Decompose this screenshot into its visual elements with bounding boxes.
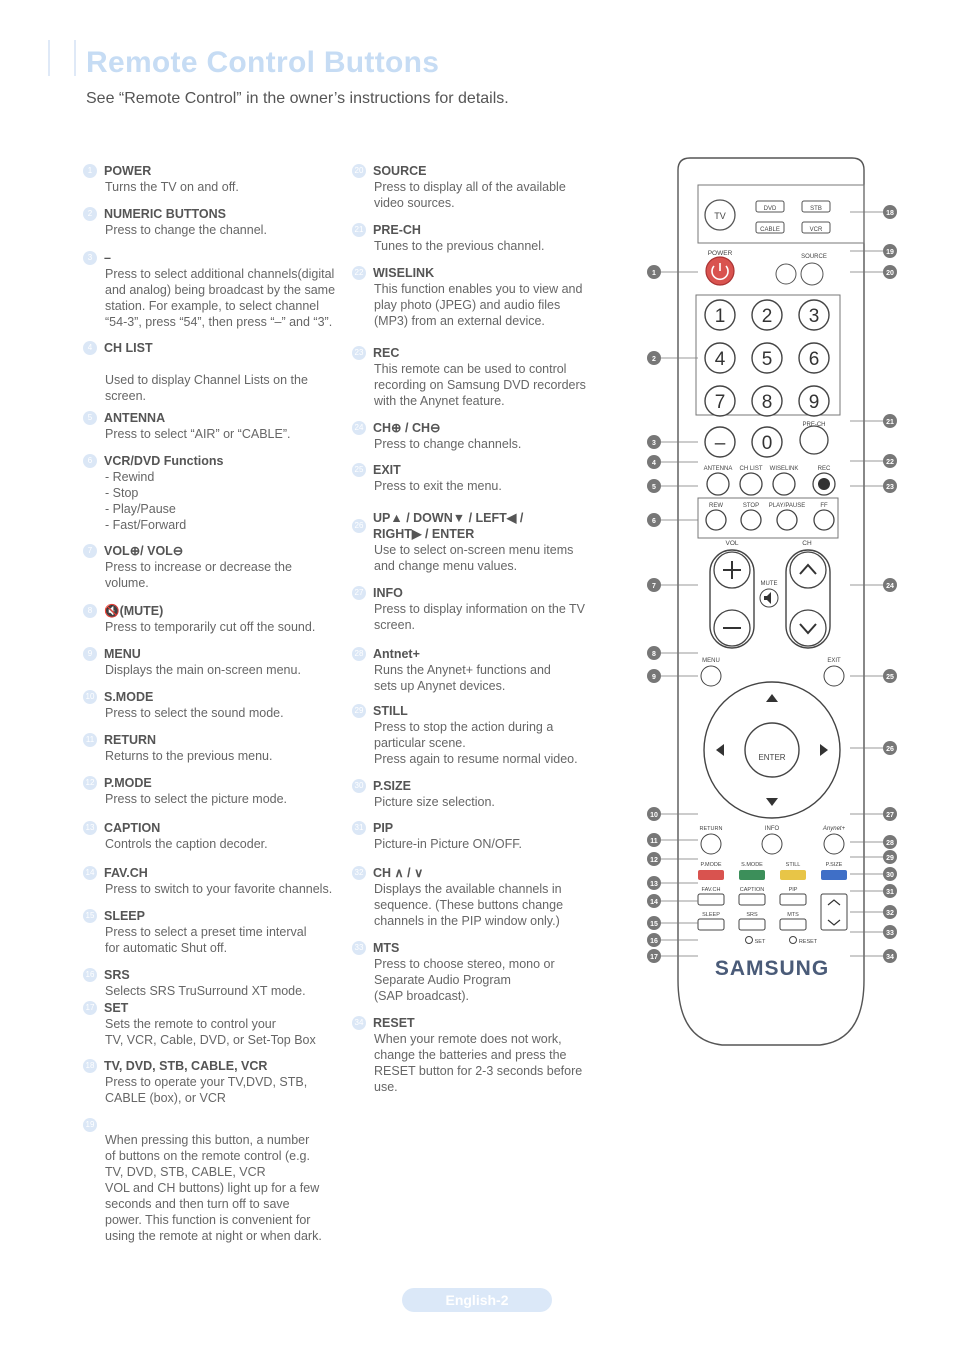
function-label: CH LIST bbox=[739, 466, 763, 472]
item-description: Selects SRS TruSurround XT mode. bbox=[105, 984, 306, 998]
callout-number: 6 bbox=[652, 518, 656, 525]
item-description: When your remote does not work, change the batteries and press the RESET button for 2-3 seconds before use. bbox=[374, 1032, 583, 1094]
exit-button bbox=[824, 666, 844, 686]
function-label: WISELINK bbox=[769, 466, 799, 472]
small-label: SRS bbox=[746, 912, 758, 918]
item-label: P.SIZE bbox=[373, 779, 411, 793]
item-description: Picture size selection. bbox=[374, 795, 495, 809]
item-number-badge: 20 bbox=[352, 164, 366, 178]
item-label: MENU bbox=[104, 647, 141, 661]
button-description-item bbox=[85, 732, 355, 764]
button-description-item bbox=[354, 510, 624, 574]
item-label: MTS bbox=[373, 941, 400, 955]
item-description: Picture-in Picture ON/OFF. bbox=[374, 837, 522, 851]
item-heading bbox=[87, 453, 355, 469]
button-description-item bbox=[85, 1000, 355, 1048]
item-number-badge: 34 bbox=[352, 1016, 366, 1030]
button-description-item bbox=[87, 646, 355, 678]
button-description-item bbox=[354, 778, 624, 810]
callout-number: 14 bbox=[650, 899, 658, 906]
item-heading bbox=[354, 265, 624, 281]
vol-label: VOL bbox=[725, 540, 739, 547]
button-description-item bbox=[87, 453, 355, 533]
item-heading bbox=[87, 340, 355, 356]
color-button bbox=[821, 870, 847, 880]
digit-label: 9 bbox=[808, 392, 820, 413]
item-description: Press to select a preset time interval for automatic Shut off. bbox=[105, 925, 307, 955]
digit-label: 0 bbox=[761, 433, 773, 454]
button-description-item bbox=[354, 585, 624, 633]
item-description: This function enables you to view and play photo (JPEG) and audio files (MP3) from an external device. bbox=[374, 282, 583, 328]
power-label: POWER bbox=[707, 250, 733, 257]
item-number-badge: 23 bbox=[352, 346, 366, 360]
item-heading bbox=[354, 820, 624, 836]
item-heading bbox=[85, 908, 355, 924]
mode-label: CABLE bbox=[760, 227, 780, 233]
small-button bbox=[780, 919, 806, 930]
callout-number: 3 bbox=[652, 440, 656, 447]
menu-button bbox=[701, 666, 721, 686]
item-label: UP▲ / DOWN▼ / LEFT◀ / RIGHT▶ / ENTER bbox=[373, 511, 524, 541]
item-description: Press to select additional channels(digital and analog) being broadcast by the same station. For example, to select channel “54-3”, press “54”, then press “–” and “3”. bbox=[105, 267, 336, 329]
button-description-item bbox=[354, 222, 624, 254]
item-number-badge: 10 bbox=[83, 690, 97, 704]
button-description-item bbox=[354, 420, 624, 452]
remote-control-diagram bbox=[640, 150, 910, 1060]
callout-number: 30 bbox=[886, 872, 894, 879]
item-heading bbox=[354, 462, 624, 478]
small-label: CAPTION bbox=[739, 887, 765, 893]
item-label: SOURCE bbox=[373, 164, 427, 178]
callout-number: 11 bbox=[650, 838, 658, 845]
item-heading bbox=[354, 163, 624, 179]
item-label: CH ∧ / ∨ bbox=[373, 866, 424, 880]
anynet-label: Anynet+ bbox=[822, 826, 846, 832]
callout-number: 13 bbox=[650, 881, 658, 888]
item-heading bbox=[354, 585, 624, 601]
item-label: WISELINK bbox=[373, 266, 435, 280]
item-number-badge: 32 bbox=[352, 866, 366, 880]
item-description: Returns to the previous menu. bbox=[105, 749, 273, 763]
callout-number: 8 bbox=[652, 651, 656, 658]
function-label: ANTENNA bbox=[703, 466, 733, 472]
item-label: PRE-CH bbox=[373, 223, 421, 237]
item-number-badge: 33 bbox=[352, 941, 366, 955]
exit-label: EXIT bbox=[827, 658, 841, 664]
item-heading bbox=[85, 775, 355, 791]
reset-button bbox=[790, 937, 797, 944]
item-description: Controls the caption decoder. bbox=[105, 837, 268, 851]
item-label: CAPTION bbox=[104, 821, 161, 835]
item-heading bbox=[354, 222, 624, 238]
item-description: Press to exit the menu. bbox=[374, 479, 502, 493]
button-description-item bbox=[354, 163, 624, 211]
set-button bbox=[746, 937, 753, 944]
source-button bbox=[801, 263, 823, 285]
callout-number: 1 bbox=[652, 270, 656, 277]
item-number-badge: 18 bbox=[83, 1059, 97, 1073]
digit-label: 1 bbox=[714, 306, 726, 327]
item-description: Press to display information on the TV screen. bbox=[374, 602, 585, 632]
item-number-badge: 13 bbox=[83, 821, 97, 835]
item-number-badge: 25 bbox=[352, 463, 366, 477]
transport-button bbox=[814, 510, 834, 530]
item-label: TV, DVD, STB, CABLE, VCR bbox=[104, 1059, 268, 1073]
callout-number: 23 bbox=[886, 484, 894, 491]
transport-button bbox=[706, 510, 726, 530]
item-number-badge: 21 bbox=[352, 223, 366, 237]
callout-number: 2 bbox=[652, 356, 656, 363]
item-description: Press to display all of the available video sources. bbox=[374, 180, 566, 210]
item-label: EXIT bbox=[373, 463, 401, 477]
small-button bbox=[739, 894, 765, 905]
button-description-item bbox=[354, 265, 624, 329]
item-label: NUMERIC BUTTONS bbox=[104, 207, 226, 221]
digit-label: 2 bbox=[761, 306, 773, 327]
reset-label: RESET bbox=[798, 939, 818, 945]
button-description-item bbox=[354, 820, 624, 852]
item-heading bbox=[85, 967, 355, 983]
item-label: POWER bbox=[104, 164, 152, 178]
color-button bbox=[739, 870, 765, 880]
info-button bbox=[762, 834, 782, 854]
item-heading bbox=[354, 646, 624, 662]
item-heading bbox=[87, 543, 355, 559]
item-description: Displays the available channels in sequence. (These buttons change channels in the PIP window only.) bbox=[374, 882, 564, 928]
return-label: RETURN bbox=[699, 826, 723, 832]
callout-number: 31 bbox=[886, 889, 894, 896]
light-button bbox=[776, 264, 796, 284]
item-description: This remote can be used to control recording on Samsung DVD recorders with the Anynet feature. bbox=[374, 362, 586, 408]
callout-number: 4 bbox=[652, 460, 656, 467]
small-label: SLEEP bbox=[702, 912, 720, 918]
item-heading bbox=[87, 646, 355, 662]
return-button bbox=[701, 834, 721, 854]
button-description-item bbox=[87, 340, 355, 404]
item-label: RESET bbox=[373, 1016, 415, 1030]
item-description: Press to change channels. bbox=[374, 437, 522, 451]
item-number-badge: 27 bbox=[352, 586, 366, 600]
item-heading bbox=[354, 420, 624, 436]
set-label: SET bbox=[754, 939, 766, 945]
item-label: SLEEP bbox=[104, 909, 145, 923]
ch-label: CH bbox=[802, 540, 812, 547]
item-number-badge: 24 bbox=[352, 421, 366, 435]
item-number-badge: 3 bbox=[83, 251, 97, 265]
small-button bbox=[698, 894, 724, 905]
item-heading bbox=[354, 778, 624, 794]
button-description-item bbox=[85, 1118, 355, 1244]
pre-ch-button bbox=[800, 426, 828, 454]
button-description-item bbox=[354, 646, 624, 694]
button-description-item bbox=[85, 689, 355, 721]
digit-label: 8 bbox=[761, 392, 773, 413]
item-heading bbox=[87, 206, 355, 222]
item-description: Tunes to the previous channel. bbox=[374, 239, 545, 253]
item-description: Press to choose stereo, mono or Separate Audio Program (SAP broadcast). bbox=[374, 957, 555, 1003]
callout-number: 15 bbox=[650, 921, 658, 928]
item-heading bbox=[87, 250, 355, 266]
transport-button bbox=[741, 510, 761, 530]
item-number-badge: 1 bbox=[83, 164, 97, 178]
item-label: VCR/DVD Functions bbox=[104, 454, 224, 468]
item-number-badge: 11 bbox=[83, 733, 97, 747]
item-number-badge: 16 bbox=[83, 968, 97, 982]
item-label: Antnet+ bbox=[373, 647, 420, 661]
callout-number: 7 bbox=[652, 583, 656, 590]
item-label: P.MODE bbox=[104, 776, 152, 790]
item-description: Press to switch to your favorite channels. bbox=[105, 882, 333, 896]
callout-number: 33 bbox=[886, 930, 894, 937]
item-heading bbox=[85, 820, 355, 836]
item-heading bbox=[87, 603, 355, 619]
item-label: – bbox=[104, 251, 111, 265]
button-description-item bbox=[85, 967, 355, 999]
page-number: English-2 bbox=[402, 1288, 552, 1312]
function-button bbox=[707, 473, 729, 495]
item-number-badge: 19 bbox=[83, 1118, 97, 1132]
item-number-badge: 28 bbox=[352, 647, 366, 661]
item-number-badge: 4 bbox=[83, 341, 97, 355]
small-label: MTS bbox=[787, 912, 799, 918]
item-description: Use to select on-screen menu items and change menu values. bbox=[374, 543, 574, 573]
callout-number: 24 bbox=[886, 583, 894, 590]
enter-label: ENTER bbox=[758, 753, 786, 762]
function-button bbox=[740, 473, 762, 495]
item-heading bbox=[354, 510, 624, 542]
transport-label: STOP bbox=[742, 503, 760, 509]
button-description-item bbox=[354, 462, 624, 494]
callout-number: 20 bbox=[886, 270, 894, 277]
function-button bbox=[773, 473, 795, 495]
color-label: S.MODE bbox=[741, 862, 763, 868]
color-label: P.MODE bbox=[700, 862, 722, 868]
button-description-item bbox=[354, 865, 624, 929]
menu-label: MENU bbox=[702, 658, 720, 664]
item-number-badge: 15 bbox=[83, 909, 97, 923]
callout-number: 17 bbox=[650, 954, 658, 961]
digit-label: 3 bbox=[808, 306, 820, 327]
item-heading bbox=[85, 1058, 355, 1074]
callout-number: 12 bbox=[650, 857, 658, 864]
item-heading bbox=[354, 345, 624, 361]
button-description-item bbox=[87, 163, 355, 195]
button-description-item bbox=[85, 908, 355, 956]
ch-down-button bbox=[790, 610, 826, 646]
button-description-item bbox=[87, 206, 355, 238]
color-button bbox=[780, 870, 806, 880]
item-label: VOL⊕/ VOL⊖ bbox=[104, 544, 184, 558]
callout-number: 16 bbox=[650, 938, 658, 945]
callout-number: 18 bbox=[886, 210, 894, 217]
item-label: REC bbox=[373, 346, 400, 360]
rec-dot bbox=[818, 478, 830, 490]
item-heading bbox=[85, 1118, 355, 1132]
anynet-button bbox=[824, 834, 844, 854]
color-button bbox=[698, 870, 724, 880]
item-description: Press to select “AIR” or “CABLE”. bbox=[105, 427, 291, 441]
mode-label: DVD bbox=[763, 206, 777, 212]
callout-number: 10 bbox=[650, 812, 658, 819]
item-number-badge: 7 bbox=[83, 544, 97, 558]
item-number-badge: 12 bbox=[83, 776, 97, 790]
callout-number: 21 bbox=[886, 419, 894, 426]
button-description-item bbox=[354, 703, 624, 767]
item-label: ANTENNA bbox=[104, 411, 166, 425]
digit-label: 6 bbox=[808, 349, 820, 370]
item-number-badge: 17 bbox=[83, 1001, 97, 1015]
item-description: Runs the Anynet+ functions and sets up Anynet devices. bbox=[374, 663, 551, 693]
transport-label: PLAY/PAUSE bbox=[768, 503, 806, 509]
small-label: PIP bbox=[788, 887, 798, 893]
small-button bbox=[780, 894, 806, 905]
mute-label: MUTE bbox=[760, 581, 778, 587]
digit-label: 5 bbox=[761, 349, 773, 370]
item-heading bbox=[85, 1000, 355, 1016]
button-description-item bbox=[85, 775, 355, 807]
item-label: CH LIST bbox=[104, 341, 153, 355]
item-description: Press to change the channel. bbox=[105, 223, 267, 237]
item-heading bbox=[354, 703, 624, 719]
item-description: Sets the remote to control your TV, VCR, Cable, DVD, or Set-Top Box bbox=[105, 1017, 316, 1047]
item-heading bbox=[354, 1015, 624, 1031]
item-number-badge: 30 bbox=[352, 779, 366, 793]
button-description-item bbox=[85, 820, 355, 852]
item-description: - Rewind - Stop - Play/Pause - Fast/Forward bbox=[105, 470, 187, 532]
item-label: 🔇(MUTE) bbox=[104, 604, 164, 618]
item-label: INFO bbox=[373, 586, 403, 600]
item-description: Turns the TV on and off. bbox=[105, 180, 239, 194]
callout-number: 28 bbox=[886, 840, 894, 847]
item-description: Press to increase or decrease the volume. bbox=[105, 560, 292, 590]
tv-label: TV bbox=[714, 211, 726, 221]
button-description-item bbox=[354, 940, 624, 1004]
item-description: Used to display Channel Lists on the screen. bbox=[105, 373, 308, 403]
item-description: Press to stop the action during a particular scene. Press again to resume normal video. bbox=[374, 720, 578, 766]
transport-button bbox=[777, 510, 797, 530]
button-description-item bbox=[85, 865, 355, 897]
ch-up-button bbox=[790, 552, 826, 588]
item-label: FAV.CH bbox=[104, 866, 148, 880]
callout-number: 5 bbox=[652, 484, 656, 491]
callout-number: 19 bbox=[886, 249, 894, 256]
callout-number: 22 bbox=[886, 459, 894, 466]
callout-number: 26 bbox=[886, 746, 894, 753]
page-title: Remote Control Buttons bbox=[86, 46, 440, 79]
item-description: Press to select the picture mode. bbox=[105, 792, 288, 806]
button-description-item bbox=[354, 1015, 624, 1095]
item-number-badge: 26 bbox=[352, 519, 366, 533]
source-label: SOURCE bbox=[801, 254, 827, 260]
item-description: Displays the main on-screen menu. bbox=[105, 663, 301, 677]
mode-label: VCR bbox=[809, 227, 823, 233]
pre-ch-label: PRE-CH bbox=[802, 422, 826, 428]
callout-number: 25 bbox=[886, 674, 894, 681]
digit-label: – bbox=[714, 433, 726, 454]
item-heading bbox=[85, 865, 355, 881]
mode-label: STB bbox=[810, 206, 822, 212]
small-button bbox=[698, 919, 724, 930]
item-label: RETURN bbox=[104, 733, 157, 747]
item-number-badge: 29 bbox=[352, 704, 366, 718]
button-description-item bbox=[87, 410, 355, 442]
button-description-item bbox=[85, 1058, 355, 1106]
item-heading bbox=[85, 732, 355, 748]
button-description-item bbox=[87, 250, 355, 330]
item-number-badge: 22 bbox=[352, 266, 366, 280]
callout-number: 29 bbox=[886, 855, 894, 862]
page-subtitle: See “Remote Control” in the owner’s instructions for details. bbox=[86, 90, 509, 107]
callout-number: 32 bbox=[886, 910, 894, 917]
item-heading bbox=[354, 940, 624, 956]
item-number-badge: 31 bbox=[352, 821, 366, 835]
item-heading bbox=[87, 163, 355, 179]
color-label: P.SIZE bbox=[825, 862, 843, 868]
item-description: When pressing this button, a number of buttons on the remote control (e.g. TV, DVD, STB, CABLE, VCR VOL and CH buttons) light up for a few seconds and then turn off to save power. This function is convenient for using the remote at night or when dark. bbox=[105, 1133, 322, 1243]
item-description: Press to select the sound mode. bbox=[105, 706, 284, 720]
item-description: Press to temporarily cut off the sound. bbox=[105, 620, 316, 634]
item-heading bbox=[354, 865, 624, 881]
title-accent bbox=[48, 40, 78, 76]
item-number-badge: 8 bbox=[83, 604, 97, 618]
transport-label: FF bbox=[820, 503, 828, 509]
button-description-item bbox=[87, 543, 355, 591]
item-heading bbox=[85, 689, 355, 705]
function-label: REC bbox=[817, 466, 831, 472]
enter-button bbox=[745, 723, 799, 777]
item-heading bbox=[87, 410, 355, 426]
callout-number: 34 bbox=[886, 954, 894, 961]
item-number-badge: 2 bbox=[83, 207, 97, 221]
button-description-item bbox=[354, 345, 624, 409]
info-label: INFO bbox=[764, 826, 780, 832]
digit-label: 7 bbox=[714, 392, 726, 413]
item-number-badge: 9 bbox=[83, 647, 97, 661]
item-description: Press to operate your TV,DVD, STB, CABLE (box), or VCR bbox=[105, 1075, 308, 1105]
item-label: S.MODE bbox=[104, 690, 154, 704]
item-number-badge: 14 bbox=[83, 866, 97, 880]
button-description-item bbox=[87, 603, 355, 635]
item-number-badge: 5 bbox=[83, 411, 97, 425]
color-label: STILL bbox=[785, 862, 801, 868]
small-label: FAV.CH bbox=[701, 887, 721, 893]
item-label: SRS bbox=[104, 968, 130, 982]
item-label: STILL bbox=[373, 704, 408, 718]
small-button bbox=[739, 919, 765, 930]
item-label: CH⊕ / CH⊖ bbox=[373, 421, 441, 435]
callout-number: 9 bbox=[652, 674, 656, 681]
item-label: PIP bbox=[373, 821, 394, 835]
item-number-badge: 6 bbox=[83, 454, 97, 468]
transport-label: REW bbox=[709, 503, 723, 509]
digit-label: 4 bbox=[714, 349, 726, 370]
brand-logo: SAMSUNG bbox=[714, 957, 830, 980]
callout-number: 27 bbox=[886, 812, 894, 819]
item-label: SET bbox=[104, 1001, 129, 1015]
